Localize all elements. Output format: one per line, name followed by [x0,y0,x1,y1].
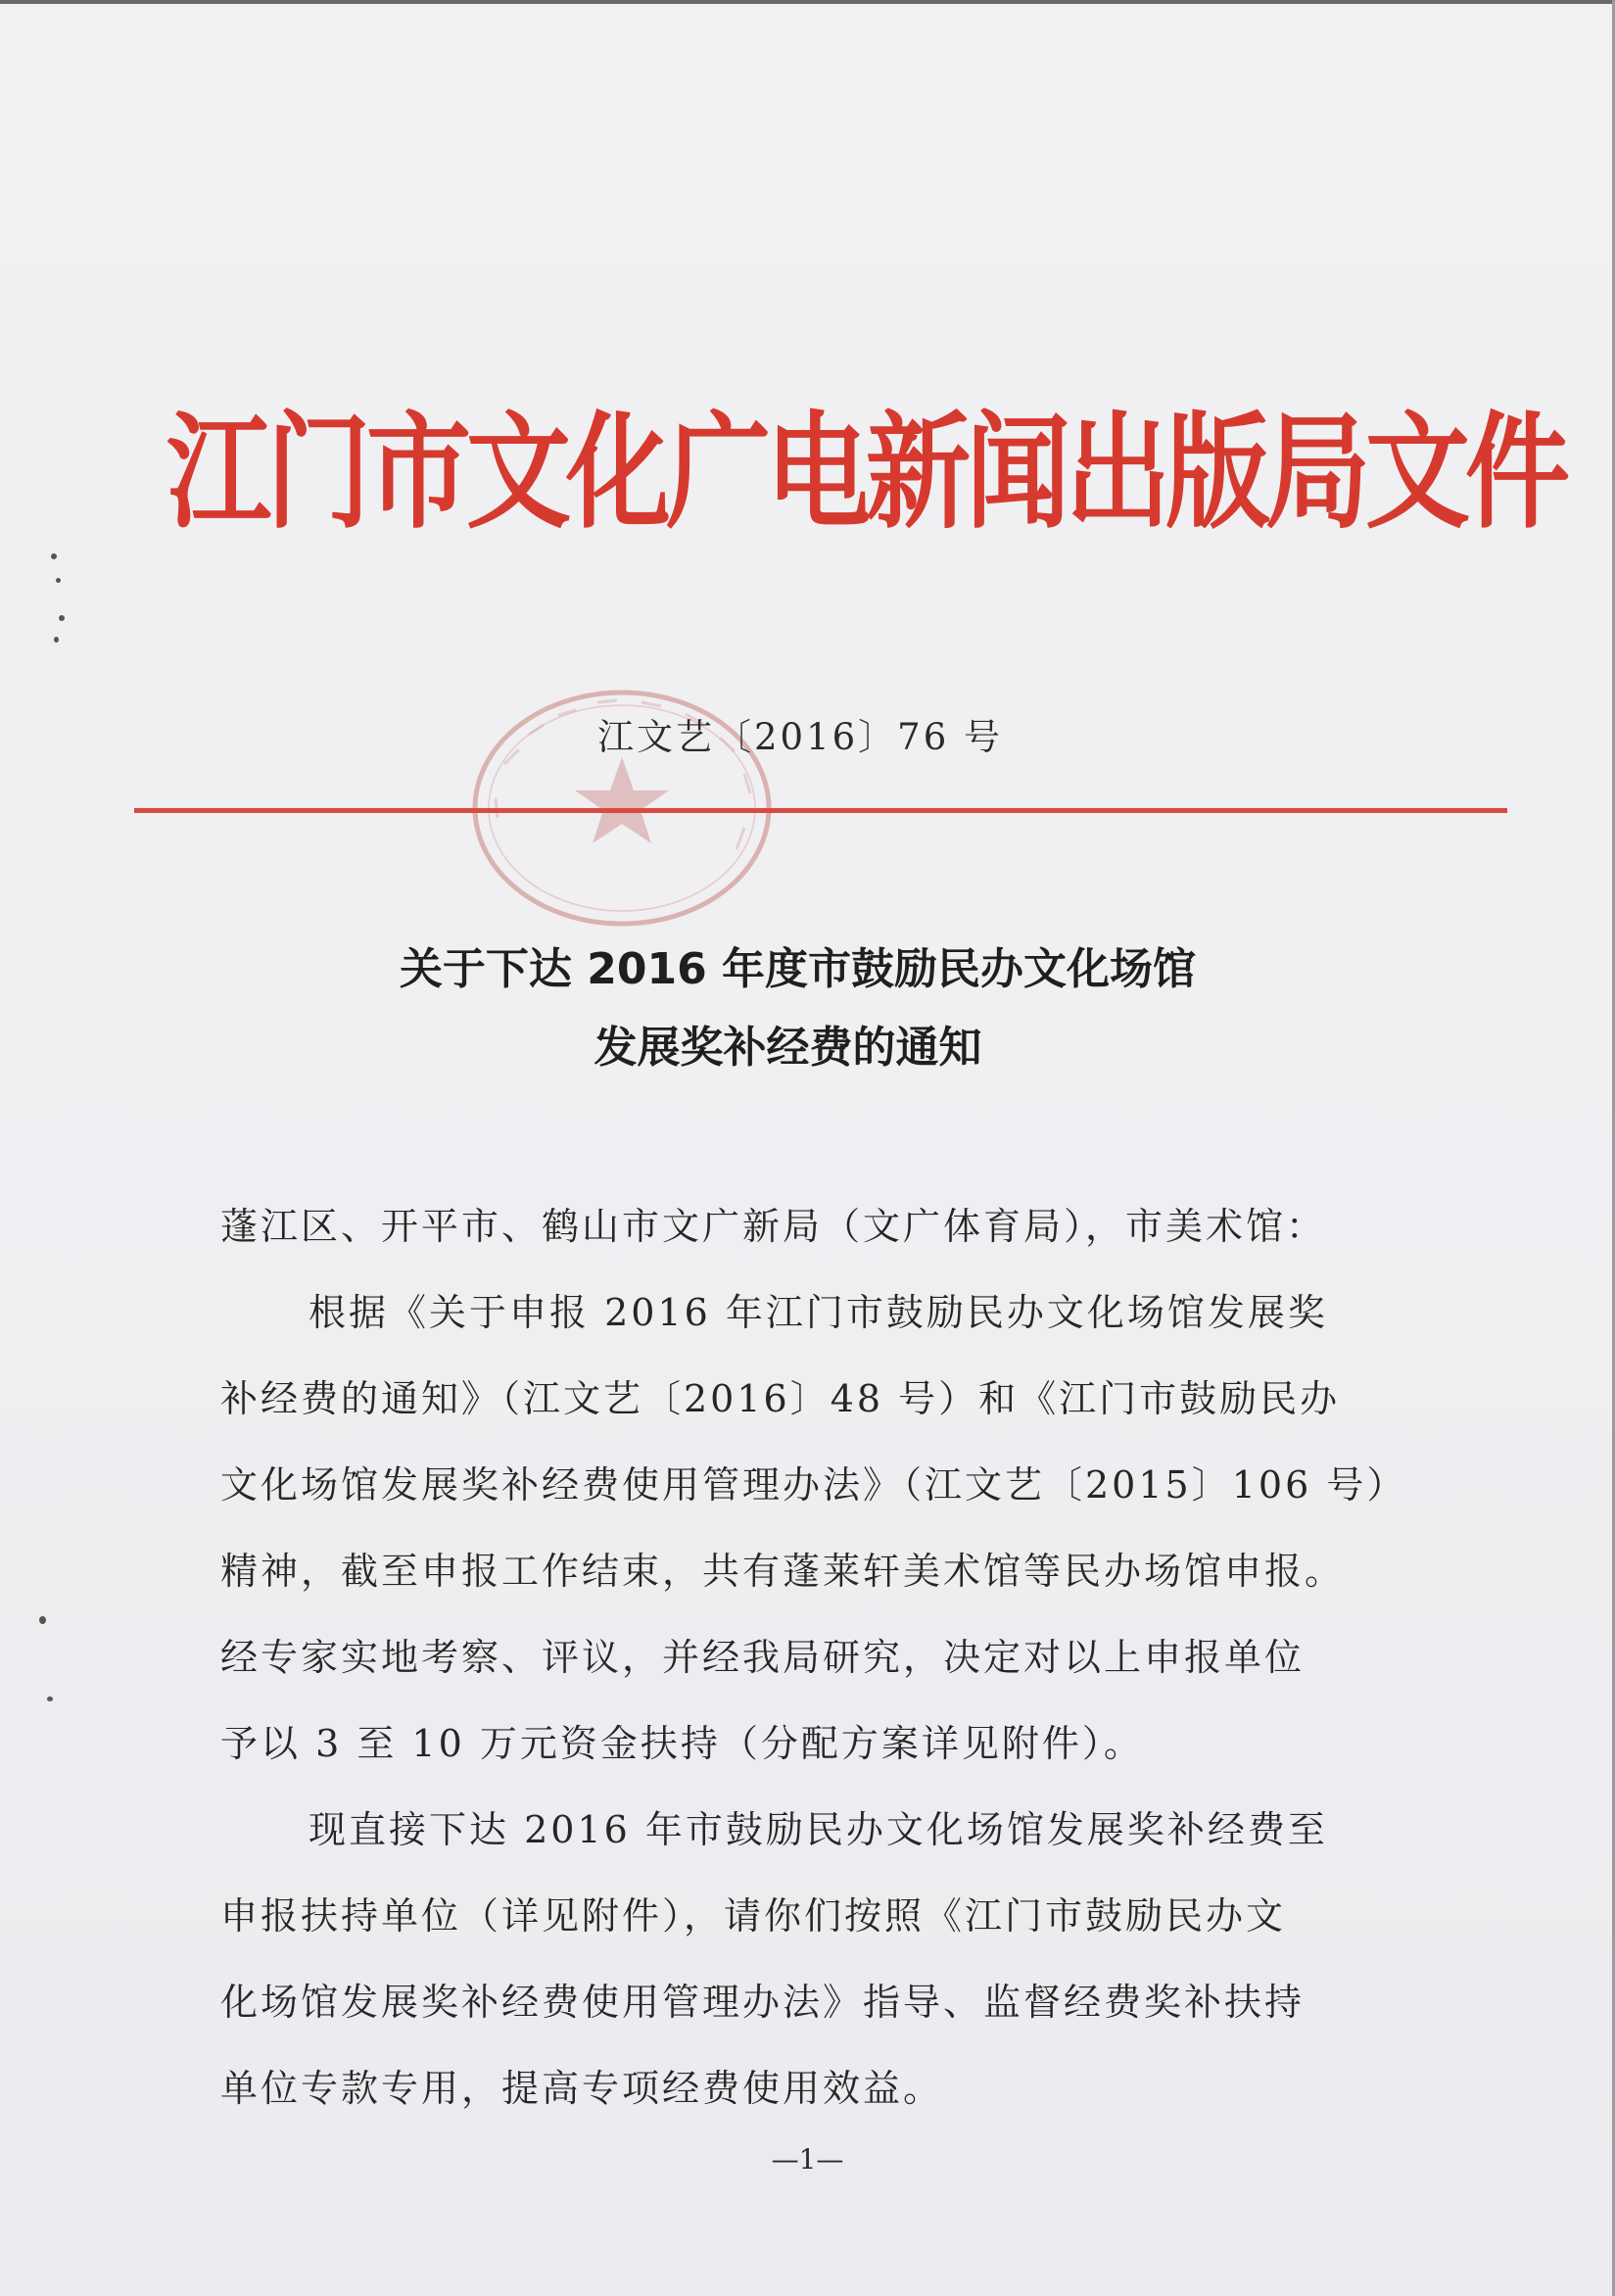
binding-hole-mark [59,615,65,621]
body-line: 化场馆发展奖补经费使用管理办法》指导、监督经费奖补扶持 [220,1981,1306,2024]
issuing-authority-title: 江门市文化广电新闻出版局文件 [166,401,1566,547]
binding-hole-mark [39,1616,46,1624]
body-line: 文化场馆发展奖补经费使用管理办法》（江文艺〔2015〕106 号） [220,1463,1407,1507]
body-line: 予以 3 至 10 万元资金扶持（分配方案详见附件）。 [220,1722,1144,1765]
body-line: 精神，截至申报工作结束，共有蓬莱轩美术馆等民办场馆申报。 [220,1550,1346,1593]
addressee-line: 蓬江区、开平市、鹤山市文广新局（文广体育局），市美术馆： [220,1205,1327,1248]
binding-hole-mark [51,553,57,559]
binding-hole-mark [54,637,59,643]
body-line: 根据《关于申报 2016 年江门市鼓励民办文化场馆发展奖 [309,1291,1328,1334]
binding-hole-mark [47,1697,53,1701]
red-separator-rule [134,808,1507,813]
body-line: 补经费的通知》（江文艺〔2016〕48 号）和《江门市鼓励民办 [220,1377,1341,1420]
body-line: 现直接下达 2016 年市鼓励民办文化场馆发展奖补经费至 [309,1808,1328,1851]
subject-line-2: 发展奖补经费的通知 [594,1023,982,1073]
subject-line-1: 关于下达 2016 年度市鼓励民办文化场馆 [399,944,1197,994]
document-subject [0,931,1615,1087]
body-line: 单位专款专用，提高专项经费使用效益。 [220,2067,944,2110]
page-number: —1— [771,2143,844,2176]
body-line: 申报扶持单位（详见附件），请你们按照《江门市鼓励民办文 [220,1894,1287,1937]
document-number: 江文艺〔2016〕76 号 [597,716,1004,758]
binding-hole-mark [56,578,61,583]
body-line: 经专家实地考察、评议，并经我局研究，决定对以上申报单位 [220,1636,1306,1679]
scan-top-edge [0,0,1615,4]
document-body [220,1183,1405,2131]
